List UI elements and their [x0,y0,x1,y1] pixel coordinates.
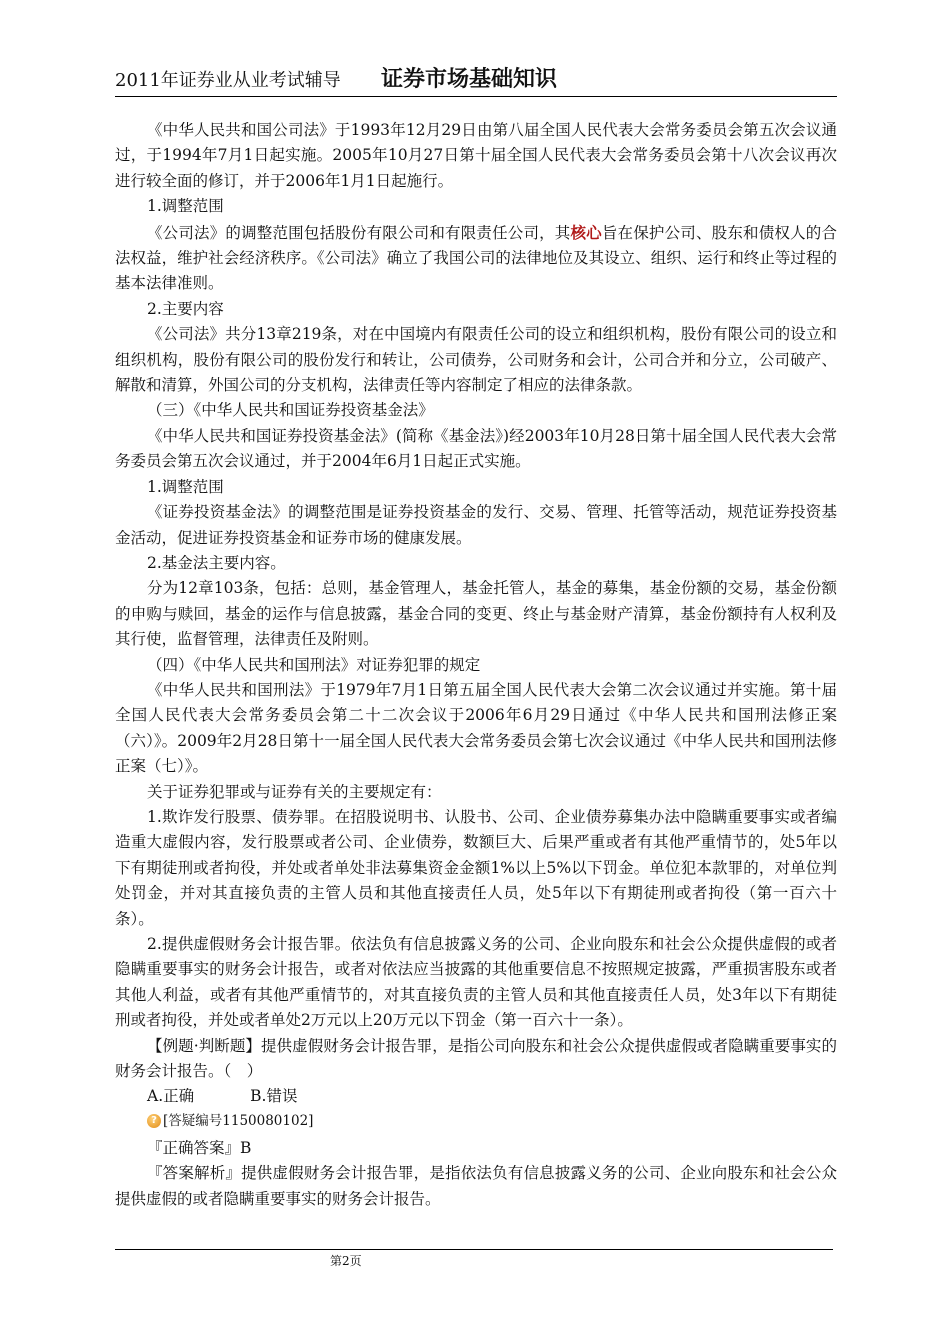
correct-answer: 『正确答案』B [147,1138,252,1157]
paragraph-false-report: 2.提供虚假财务会计报告罪。依法负有信息披露义务的公司、企业向股东和社会公众提供虚假的或者隐瞒重要事实的财务会计报告，或者对依法应当披露的其他重要信息不按照规定披露，严重损害股东或者其他人利益，或者有其他严重情节的，对其直接负责的主管人员和其他直接责任人员，处3年以下有期徒刑或者拘役，并处或者单处2万元以上20万元以下罚金（第一百六十一条）。 [115,935,837,1030]
paragraph-fund-law-content: 分为12章103条，包括：总则，基金管理人，基金托管人，基金的募集，基金份额的交易，基金份额的申购与赎回，基金的运作与信息披露，基金合同的变更、终止与基金财产清算，基金份额持有人权利及其行使，监督管理，法律责任及附则。 [115,579,837,649]
heading-scope-fund: 1.调整范围 [147,477,224,496]
paragraph-fund-law-intro: 《中华人民共和国证券投资基金法》(简称《基金法》)经2003年10月28日第十届全国人民代表大会常务委员会第五次会议通过，并于2004年6月1日起正式实施。 [115,426,837,471]
question-icon[interactable]: ? [147,1114,161,1128]
heading-fund-content: 2.基金法主要内容。 [147,553,286,572]
paragraph-provisions-lead: 关于证券犯罪或与证券有关的主要规定有： [147,782,442,801]
page-number: 第2页 [330,1254,362,1268]
section-heading-fund-law: （三）《中华人民共和国证券投资基金法》 [147,401,434,420]
highlight-core: 核心 [570,222,602,242]
qa-code: [答疑编号1150080102] [163,1112,314,1129]
answer-analysis: 『答案解析』提供虚假财务会计报告罪，是指依法负有信息披露义务的公司、企业向股东和社会公众提供虚假的或者隐瞒重要事实的财务会计报告。 [115,1164,837,1208]
page-header [115,62,837,97]
paragraph-company-law-intro: 《中华人民共和国公司法》于1993年12月29日由第八届全国人民代表大会常务委员会第五次会议通过，于1994年7月1日起实施。2005年10月27日第十届全国人民代表大会常务委员会第十八次会议再次进行较全面的修订，并于2006年1月1日起施行。 [115,121,837,190]
heading-scope-1: 1.调整范围 [147,197,224,216]
option-b: B.错误 [250,1087,298,1106]
paragraph-company-law-scope: 《公司法》的调整范围包括股份有限公司和有限责任公司，其核心旨在保护公司、股东和债权人的合法权益，维护社会经济秩序。《公司法》确立了我国公司的法律地位及其设立、组织、运行和终止等过程的基本法律准则。 [115,222,837,293]
qa-reference[interactable] [115,1110,837,1132]
header-title-right: 证券市场基础知识 [381,67,558,92]
paragraph-criminal-law-intro: 《中华人民共和国刑法》于1979年7月1日第五届全国人民代表大会第二次会议通过并实施。第十届全国人民代表大会常务委员会第二十二次会议于2006年6月29日通过《中华人民共和国刑法修正案（六）》。2009年2月28日第十一届全国人民代表大会常务委员会第七次会议通过《中华人民共和国刑法修正案（七）》。 [115,680,837,776]
paragraph-fraud-issuance: 1.欺诈发行股票、债券罪。在招股说明书、认股书、公司、企业债券募集办法中隐瞒重要事实或者编造重大虚假内容，发行股票或者公司、企业债券，数额巨大、后果严重或者有其他严重情节的，处5年以下有期徒刑或者拘役，并处或者单处非法募集资金金额1%以上5%以下罚金。单位犯本款罪的，对单位判处罚金，并对其直接负责的主管人员和其他直接责任人员，处5年以下有期徒刑或者拘役（第一百六十条）。 [115,807,837,928]
heading-content-2: 2.主要内容 [147,299,224,318]
section-heading-criminal-law: （四）《中华人民共和国刑法》对证券犯罪的规定 [147,655,481,674]
answer-options [115,1084,837,1109]
page-footer [115,1249,833,1268]
example-question: 【例题·判断题】提供虚假财务会计报告罪，是指公司向股东和社会公众提供虚假或者隐瞒重要事实的财务会计报告。（ ） [115,1036,837,1081]
option-a: A.正确 [147,1087,195,1106]
paragraph-company-law-content: 《公司法》共分13章219条，对在中国境内有限责任公司的设立和组织机构，股份有限公司的设立和组织机构，股份有限公司的股份发行和转让，公司债券，公司财务和会计，公司合并和分立，公司破产、解散和清算，外国公司的分支机构，法律责任等内容制定了相应的法律条款。 [115,325,837,395]
header-title-left: 2011年证券业从业考试辅导 [115,70,341,91]
document-body [115,118,837,1212]
paragraph-fund-law-scope: 《证券投资基金法》的调整范围是证券投资基金的发行、交易、管理、托管等活动，规范证券投资基金活动，促进证券投资基金和证券市场的健康发展。 [115,503,837,547]
